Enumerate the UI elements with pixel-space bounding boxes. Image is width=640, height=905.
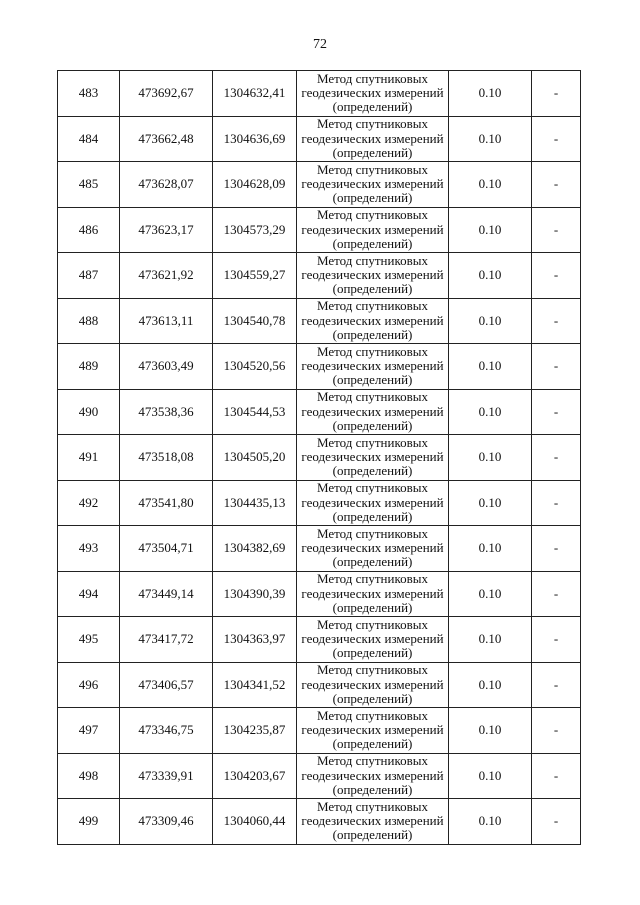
coordinates-table-body	[58, 71, 581, 845]
table-row	[58, 617, 581, 663]
method-line: (определений)	[332, 827, 413, 843]
note-value: -	[553, 585, 559, 601]
table-row	[58, 71, 581, 117]
method-line: (определений)	[332, 281, 413, 297]
point-number-cell: 488	[58, 298, 120, 344]
table-row	[58, 116, 581, 162]
table-row	[58, 344, 581, 390]
point-number-cell: 484	[58, 116, 120, 162]
note-cell	[532, 162, 581, 208]
y-coordinate-cell: 1304505,20	[213, 435, 297, 481]
method-line: Метод спутниковых	[316, 116, 428, 132]
accuracy-value: 0.10	[478, 767, 502, 783]
y-coordinate-cell: 1304573,29	[213, 207, 297, 253]
method-line: Метод спутниковых	[316, 70, 428, 86]
method-line: геодезических измерений	[301, 130, 444, 146]
method-line: геодезических измерений	[301, 403, 444, 419]
method-line: (определений)	[332, 326, 413, 342]
accuracy-cell	[449, 799, 532, 845]
method-cell	[297, 71, 449, 117]
x-coordinate-cell: 473603,49	[120, 344, 213, 390]
method-line: геодезических измерений	[301, 676, 444, 692]
x-coordinate-cell: 473623,17	[120, 207, 213, 253]
method-line: геодезических измерений	[301, 312, 444, 328]
point-number-cell: 497	[58, 708, 120, 754]
method-line: (определений)	[332, 99, 413, 115]
table-row	[58, 662, 581, 708]
accuracy-cell	[449, 207, 532, 253]
point-number-cell: 493	[58, 526, 120, 572]
method-line: геодезических измерений	[301, 221, 444, 237]
point-number-cell: 498	[58, 753, 120, 799]
table-row	[58, 207, 581, 253]
y-coordinate-cell: 1304382,69	[213, 526, 297, 572]
method-line: (определений)	[332, 645, 413, 661]
method-line: (определений)	[332, 599, 413, 615]
point-number-cell: 494	[58, 571, 120, 617]
y-coordinate-cell: 1304559,27	[213, 253, 297, 299]
method-line: Метод спутниковых	[316, 798, 428, 814]
accuracy-cell	[449, 435, 532, 481]
method-line: геодезических измерений	[301, 494, 444, 510]
x-coordinate-cell: 473339,91	[120, 753, 213, 799]
y-coordinate-cell: 1304520,56	[213, 344, 297, 390]
note-value: -	[553, 267, 559, 283]
table-row	[58, 253, 581, 299]
note-value: -	[553, 494, 559, 510]
point-number-cell: 495	[58, 617, 120, 663]
x-coordinate-cell: 473662,48	[120, 116, 213, 162]
accuracy-cell	[449, 617, 532, 663]
note-value: -	[553, 767, 559, 783]
method-line: (определений)	[332, 417, 413, 433]
method-cell	[297, 526, 449, 572]
method-line: (определений)	[332, 554, 413, 570]
note-cell	[532, 207, 581, 253]
accuracy-value: 0.10	[478, 540, 502, 556]
accuracy-cell	[449, 708, 532, 754]
point-number-cell: 496	[58, 662, 120, 708]
method-line: геодезических измерений	[301, 358, 444, 374]
method-cell	[297, 662, 449, 708]
accuracy-value: 0.10	[478, 631, 502, 647]
method-line: Метод спутниковых	[316, 571, 428, 587]
method-line: (определений)	[332, 508, 413, 524]
accuracy-value: 0.10	[478, 722, 502, 738]
y-coordinate-cell: 1304390,39	[213, 571, 297, 617]
point-number-cell: 491	[58, 435, 120, 481]
page-number: 72	[313, 37, 327, 52]
x-coordinate-cell: 473692,67	[120, 71, 213, 117]
method-line: геодезических измерений	[301, 540, 444, 556]
note-cell	[532, 389, 581, 435]
x-coordinate-cell: 473417,72	[120, 617, 213, 663]
method-line: Метод спутниковых	[316, 161, 428, 177]
note-cell	[532, 708, 581, 754]
note-value: -	[553, 540, 559, 556]
table-row	[58, 799, 581, 845]
accuracy-cell	[449, 71, 532, 117]
method-line: геодезических измерений	[301, 449, 444, 465]
y-coordinate-cell: 1304203,67	[213, 753, 297, 799]
y-coordinate-cell: 1304628,09	[213, 162, 297, 208]
accuracy-value: 0.10	[478, 813, 502, 829]
accuracy-value: 0.10	[478, 494, 502, 510]
method-line: Метод спутниковых	[316, 298, 428, 314]
x-coordinate-cell: 473628,07	[120, 162, 213, 208]
method-line: Метод спутниковых	[316, 252, 428, 268]
y-coordinate-cell: 1304632,41	[213, 71, 297, 117]
x-coordinate-cell: 473541,80	[120, 480, 213, 526]
y-coordinate-cell: 1304363,97	[213, 617, 297, 663]
point-number-cell: 490	[58, 389, 120, 435]
accuracy-cell	[449, 480, 532, 526]
note-value: -	[553, 813, 559, 829]
method-line: геодезических измерений	[301, 722, 444, 738]
method-cell	[297, 253, 449, 299]
note-cell	[532, 526, 581, 572]
note-value: -	[553, 676, 559, 692]
accuracy-cell	[449, 162, 532, 208]
accuracy-value: 0.10	[478, 130, 502, 146]
method-line: (определений)	[332, 190, 413, 206]
method-line: Метод спутниковых	[316, 753, 428, 769]
accuracy-cell	[449, 253, 532, 299]
table-row	[58, 389, 581, 435]
table-row	[58, 708, 581, 754]
y-coordinate-cell: 1304060,44	[213, 799, 297, 845]
method-line: (определений)	[332, 781, 413, 797]
note-value: -	[553, 403, 559, 419]
x-coordinate-cell: 473346,75	[120, 708, 213, 754]
method-line: Метод спутниковых	[316, 480, 428, 496]
method-line: Метод спутниковых	[316, 616, 428, 632]
note-value: -	[553, 85, 559, 101]
note-cell	[532, 298, 581, 344]
note-cell	[532, 116, 581, 162]
method-line: Метод спутниковых	[316, 525, 428, 541]
x-coordinate-cell: 473309,46	[120, 799, 213, 845]
accuracy-value: 0.10	[478, 585, 502, 601]
accuracy-cell	[449, 298, 532, 344]
method-line: геодезических измерений	[301, 585, 444, 601]
x-coordinate-cell: 473406,57	[120, 662, 213, 708]
x-coordinate-cell: 473621,92	[120, 253, 213, 299]
note-value: -	[553, 176, 559, 192]
accuracy-value: 0.10	[478, 85, 502, 101]
method-cell	[297, 480, 449, 526]
table-row	[58, 435, 581, 481]
x-coordinate-cell: 473504,71	[120, 526, 213, 572]
note-cell	[532, 344, 581, 390]
note-value: -	[553, 722, 559, 738]
accuracy-cell	[449, 116, 532, 162]
y-coordinate-cell: 1304540,78	[213, 298, 297, 344]
accuracy-cell	[449, 662, 532, 708]
note-value: -	[553, 449, 559, 465]
method-line: (определений)	[332, 144, 413, 160]
method-cell	[297, 298, 449, 344]
point-number-cell: 499	[58, 799, 120, 845]
method-line: (определений)	[332, 690, 413, 706]
accuracy-value: 0.10	[478, 176, 502, 192]
method-cell	[297, 344, 449, 390]
method-line: геодезических измерений	[301, 767, 444, 783]
method-cell	[297, 162, 449, 208]
table-row	[58, 162, 581, 208]
method-line: (определений)	[332, 736, 413, 752]
method-line: геодезических измерений	[301, 631, 444, 647]
x-coordinate-cell: 473449,14	[120, 571, 213, 617]
y-coordinate-cell: 1304341,52	[213, 662, 297, 708]
method-cell	[297, 116, 449, 162]
accuracy-cell	[449, 344, 532, 390]
accuracy-cell	[449, 526, 532, 572]
method-cell	[297, 389, 449, 435]
note-value: -	[553, 358, 559, 374]
method-line: геодезических измерений	[301, 176, 444, 192]
point-number-cell: 492	[58, 480, 120, 526]
method-line: геодезических измерений	[301, 85, 444, 101]
note-cell	[532, 253, 581, 299]
method-line: Метод спутниковых	[316, 207, 428, 223]
accuracy-cell	[449, 571, 532, 617]
note-cell	[532, 617, 581, 663]
table-row	[58, 571, 581, 617]
table-row	[58, 480, 581, 526]
point-number-cell: 489	[58, 344, 120, 390]
accuracy-cell	[449, 753, 532, 799]
table-row	[58, 753, 581, 799]
note-cell	[532, 71, 581, 117]
method-cell	[297, 617, 449, 663]
method-line: (определений)	[332, 235, 413, 251]
note-cell	[532, 480, 581, 526]
accuracy-value: 0.10	[478, 221, 502, 237]
accuracy-value: 0.10	[478, 312, 502, 328]
x-coordinate-cell: 473613,11	[120, 298, 213, 344]
y-coordinate-cell: 1304435,13	[213, 480, 297, 526]
method-line: Метод спутниковых	[316, 434, 428, 450]
method-line: Метод спутниковых	[316, 662, 428, 678]
y-coordinate-cell: 1304544,53	[213, 389, 297, 435]
coordinates-table	[57, 70, 581, 845]
method-cell	[297, 753, 449, 799]
method-cell	[297, 435, 449, 481]
accuracy-value: 0.10	[478, 449, 502, 465]
method-cell	[297, 207, 449, 253]
note-value: -	[553, 312, 559, 328]
note-cell	[532, 662, 581, 708]
method-line: Метод спутниковых	[316, 707, 428, 723]
point-number-cell: 483	[58, 71, 120, 117]
table-row	[58, 298, 581, 344]
accuracy-cell	[449, 389, 532, 435]
point-number-cell: 485	[58, 162, 120, 208]
method-line: геодезических измерений	[301, 813, 444, 829]
table-row	[58, 526, 581, 572]
x-coordinate-cell: 473518,08	[120, 435, 213, 481]
method-line: Метод спутниковых	[316, 389, 428, 405]
note-cell	[532, 571, 581, 617]
x-coordinate-cell: 473538,36	[120, 389, 213, 435]
method-line: геодезических измерений	[301, 267, 444, 283]
method-cell	[297, 571, 449, 617]
method-line: (определений)	[332, 463, 413, 479]
method-line: (определений)	[332, 372, 413, 388]
point-number-cell: 487	[58, 253, 120, 299]
note-cell	[532, 753, 581, 799]
y-coordinate-cell: 1304235,87	[213, 708, 297, 754]
accuracy-value: 0.10	[478, 403, 502, 419]
y-coordinate-cell: 1304636,69	[213, 116, 297, 162]
note-cell	[532, 799, 581, 845]
note-value: -	[553, 130, 559, 146]
point-number-cell: 486	[58, 207, 120, 253]
method-cell	[297, 708, 449, 754]
note-value: -	[553, 631, 559, 647]
method-line: Метод спутниковых	[316, 343, 428, 359]
note-cell	[532, 435, 581, 481]
method-cell	[297, 799, 449, 845]
accuracy-value: 0.10	[478, 267, 502, 283]
accuracy-value: 0.10	[478, 676, 502, 692]
accuracy-value: 0.10	[478, 358, 502, 374]
note-value: -	[553, 221, 559, 237]
